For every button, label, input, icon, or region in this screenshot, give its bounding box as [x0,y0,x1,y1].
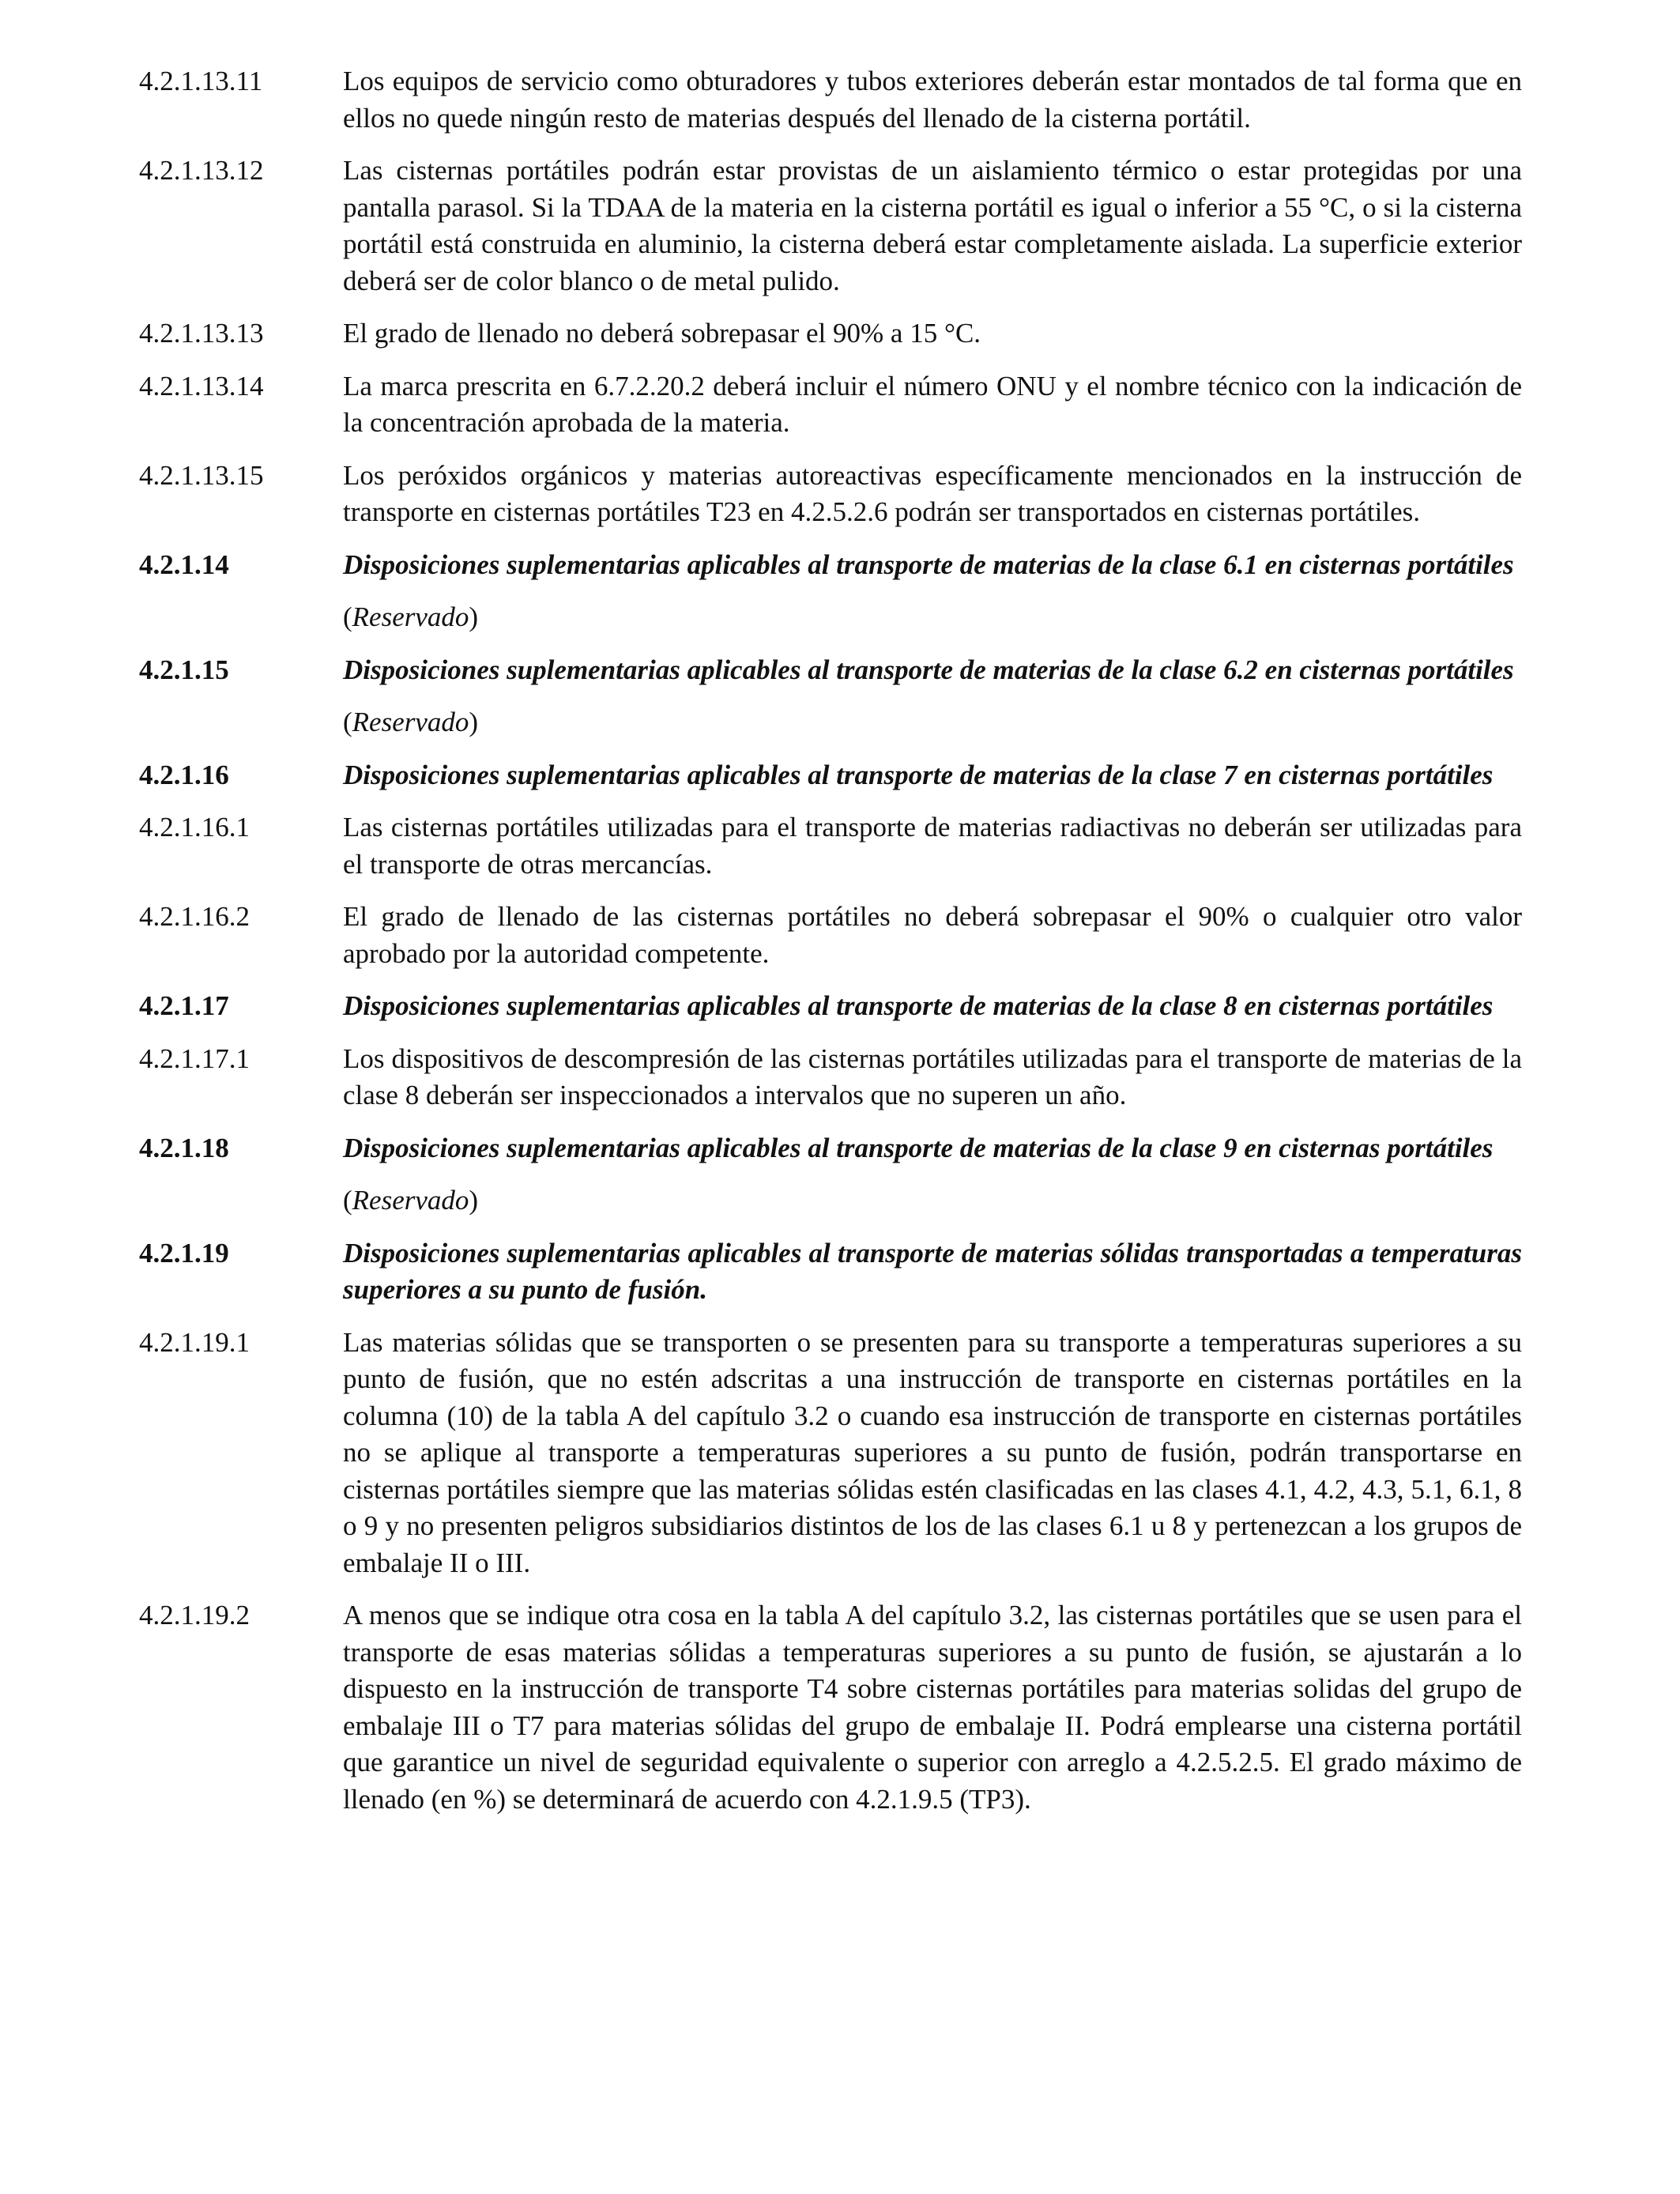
paragraph-number: 4.2.1.13.13 [139,318,264,349]
reserved-label: Reservado [352,707,469,737]
reserved-note-4-2-1-18 [139,1182,1522,1220]
paragraph-text: Los peróxidos orgánicos y materias autoreactivas específicamente mencionados en la instrucción de transporte en cisternas portátiles T23 en 4.2.5.2.6 podrán ser transportados en cisternas portátiles. [343,459,1522,527]
paragraph-4-2-1-13-11 [139,63,1522,137]
paragraph-number: 4.2.1.13.12 [139,155,264,186]
paragraph-text: Los dispositivos de descompresión de las cisternas portátiles utilizadas para el transporte de materias de la clase 8 deberán ser inspeccionados a intervalos que no superen un año. [343,1042,1522,1110]
paragraph-number: 4.2.1.16.2 [139,901,250,932]
paragraph-number: 4.2.1.19.2 [139,1600,250,1630]
reserved-note-4-2-1-14 [139,599,1522,636]
section-heading-4-2-1-19 [139,1235,1522,1309]
section-number: 4.2.1.16 [139,759,229,790]
section-title: Disposiciones suplementarias aplicables al transporte de materias de la clase 6.1 en cisternas portátiles [343,548,1514,580]
reserved-close-paren: ) [469,601,479,632]
section-number: 4.2.1.18 [139,1132,229,1163]
paragraph-4-2-1-19-2 [139,1597,1522,1818]
paragraph-4-2-1-13-12 [139,153,1522,300]
reserved-label: Reservado [352,601,469,632]
paragraph-4-2-1-13-14 [139,368,1522,442]
section-title: Disposiciones suplementarias aplicables al transporte de materias de la clase 6.2 en cisternas portátiles [343,654,1514,685]
section-number: 4.2.1.17 [139,990,229,1021]
section-heading-4-2-1-14 [139,547,1522,584]
paragraph-number: 4.2.1.19.1 [139,1326,250,1358]
section-title: Disposiciones suplementarias aplicables al transporte de materias de la clase 7 en cisternas portátiles [343,759,1494,790]
document-page [139,63,1522,1834]
reserved-close-paren: ) [469,1185,479,1216]
paragraph-text: Las materias sólidas que se transporten o se presenten para su transporte a temperaturas superiores a su punto de fusión, que no estén adscritas a una instrucción de transporte en cisternas portátiles en la columna (10) de la tabla A del capítulo 3.2 o cuando esa instrucción de transporte en cisternas portátiles no se aplique al transporte a temperaturas superiores a su punto de fusión, podrán transportarse en cisternas portátiles siempre que las materias sólidas estén clasificadas en las clases 4.1, 4.2, 4.3, 5.1, 6.1, 8 o 9 y no presenten peligros subsidiarios distintos de los de las clases 6.1 u 8 y pertenezcan a los grupos de embalaje II o III. [343,1326,1522,1578]
paragraph-text: El grado de llenado no deberá sobrepasar el 90% a 15 °C. [343,318,981,349]
paragraph-4-2-1-13-15 [139,458,1522,531]
paragraph-4-2-1-16-2 [139,899,1522,972]
paragraph-text: Los equipos de servicio como obturadores y tubos exteriores deberán estar montados de tal forma que en ellos no quede ningún resto de materias después del llenado de la cisterna portátil. [343,66,1522,134]
section-number: 4.2.1.19 [139,1237,229,1269]
paragraph-text: La marca prescrita en 6.7.2.20.2 deberá incluir el número ONU y el nombre técnico con la indicación de la concentración aprobada de la materia. [343,370,1522,438]
paragraph-text: El grado de llenado de las cisternas portátiles no deberá sobrepasar el 90% o cualquier otro valor aprobado por la autoridad competente. [343,901,1522,969]
paragraph-number: 4.2.1.13.15 [139,459,264,491]
paragraph-number: 4.2.1.16.1 [139,812,250,843]
paragraph-number: 4.2.1.17.1 [139,1042,250,1074]
reserved-note-4-2-1-15 [139,704,1522,741]
paragraph-4-2-1-19-1 [139,1325,1522,1582]
reserved-label: Reservado [352,1185,469,1216]
section-heading-4-2-1-18 [139,1130,1522,1167]
paragraph-text: A menos que se indique otra cosa en la tabla A del capítulo 3.2, las cisternas portátiles que se usen para el transporte de esas materias sólidas a temperaturas superiores a su punto de fusión, se ajustarán a lo dispuesto en la instrucción de transporte T4 sobre cisternas portátiles para materias solidas del grupo de embalaje III o T7 para materias sólidas del grupo de embalaje II. Podrá emplearse una cisterna portátil que garantice un nivel de seguridad equivalente o superior con arreglo a 4.2.5.2.5. El grado máximo de llenado (en %) se determinará de acuerdo con 4.2.1.9.5 (TP3). [343,1600,1522,1815]
section-number: 4.2.1.15 [139,654,229,685]
reserved-open-paren: ( [343,1185,352,1216]
paragraph-4-2-1-16-1 [139,809,1522,883]
section-title: Disposiciones suplementarias aplicables al transporte de materias sólidas transportadas a temperaturas superiores a su punto de fusión. [343,1237,1522,1305]
paragraph-4-2-1-13-13 [139,315,1522,352]
reserved-open-paren: ( [343,601,352,632]
section-heading-4-2-1-16 [139,757,1522,794]
section-heading-4-2-1-17 [139,988,1522,1025]
paragraph-4-2-1-17-1 [139,1041,1522,1114]
section-title: Disposiciones suplementarias aplicables al transporte de materias de la clase 8 en cisternas portátiles [343,990,1494,1021]
section-number: 4.2.1.14 [139,548,229,580]
reserved-open-paren: ( [343,707,352,737]
paragraph-number: 4.2.1.13.11 [139,66,263,96]
paragraph-text: Las cisternas portátiles podrán estar provistas de un aislamiento térmico o estar protegidas por una pantalla parasol. Si la TDAA de la materia en la cisterna portátil es igual o inferior a 55 °C, o si la cisterna portátil está construida en aluminio, la cisterna deberá estar completamente aislada. La superficie exterior deberá ser de color blanco o de metal pulido. [343,155,1522,296]
paragraph-number: 4.2.1.13.14 [139,370,264,401]
section-heading-4-2-1-15 [139,652,1522,689]
section-title: Disposiciones suplementarias aplicables al transporte de materias de la clase 9 en cisternas portátiles [343,1132,1494,1163]
paragraph-text: Las cisternas portátiles utilizadas para el transporte de materias radiactivas no deberán ser utilizadas para el transporte de otras mercancías. [343,812,1522,880]
reserved-close-paren: ) [469,707,479,737]
